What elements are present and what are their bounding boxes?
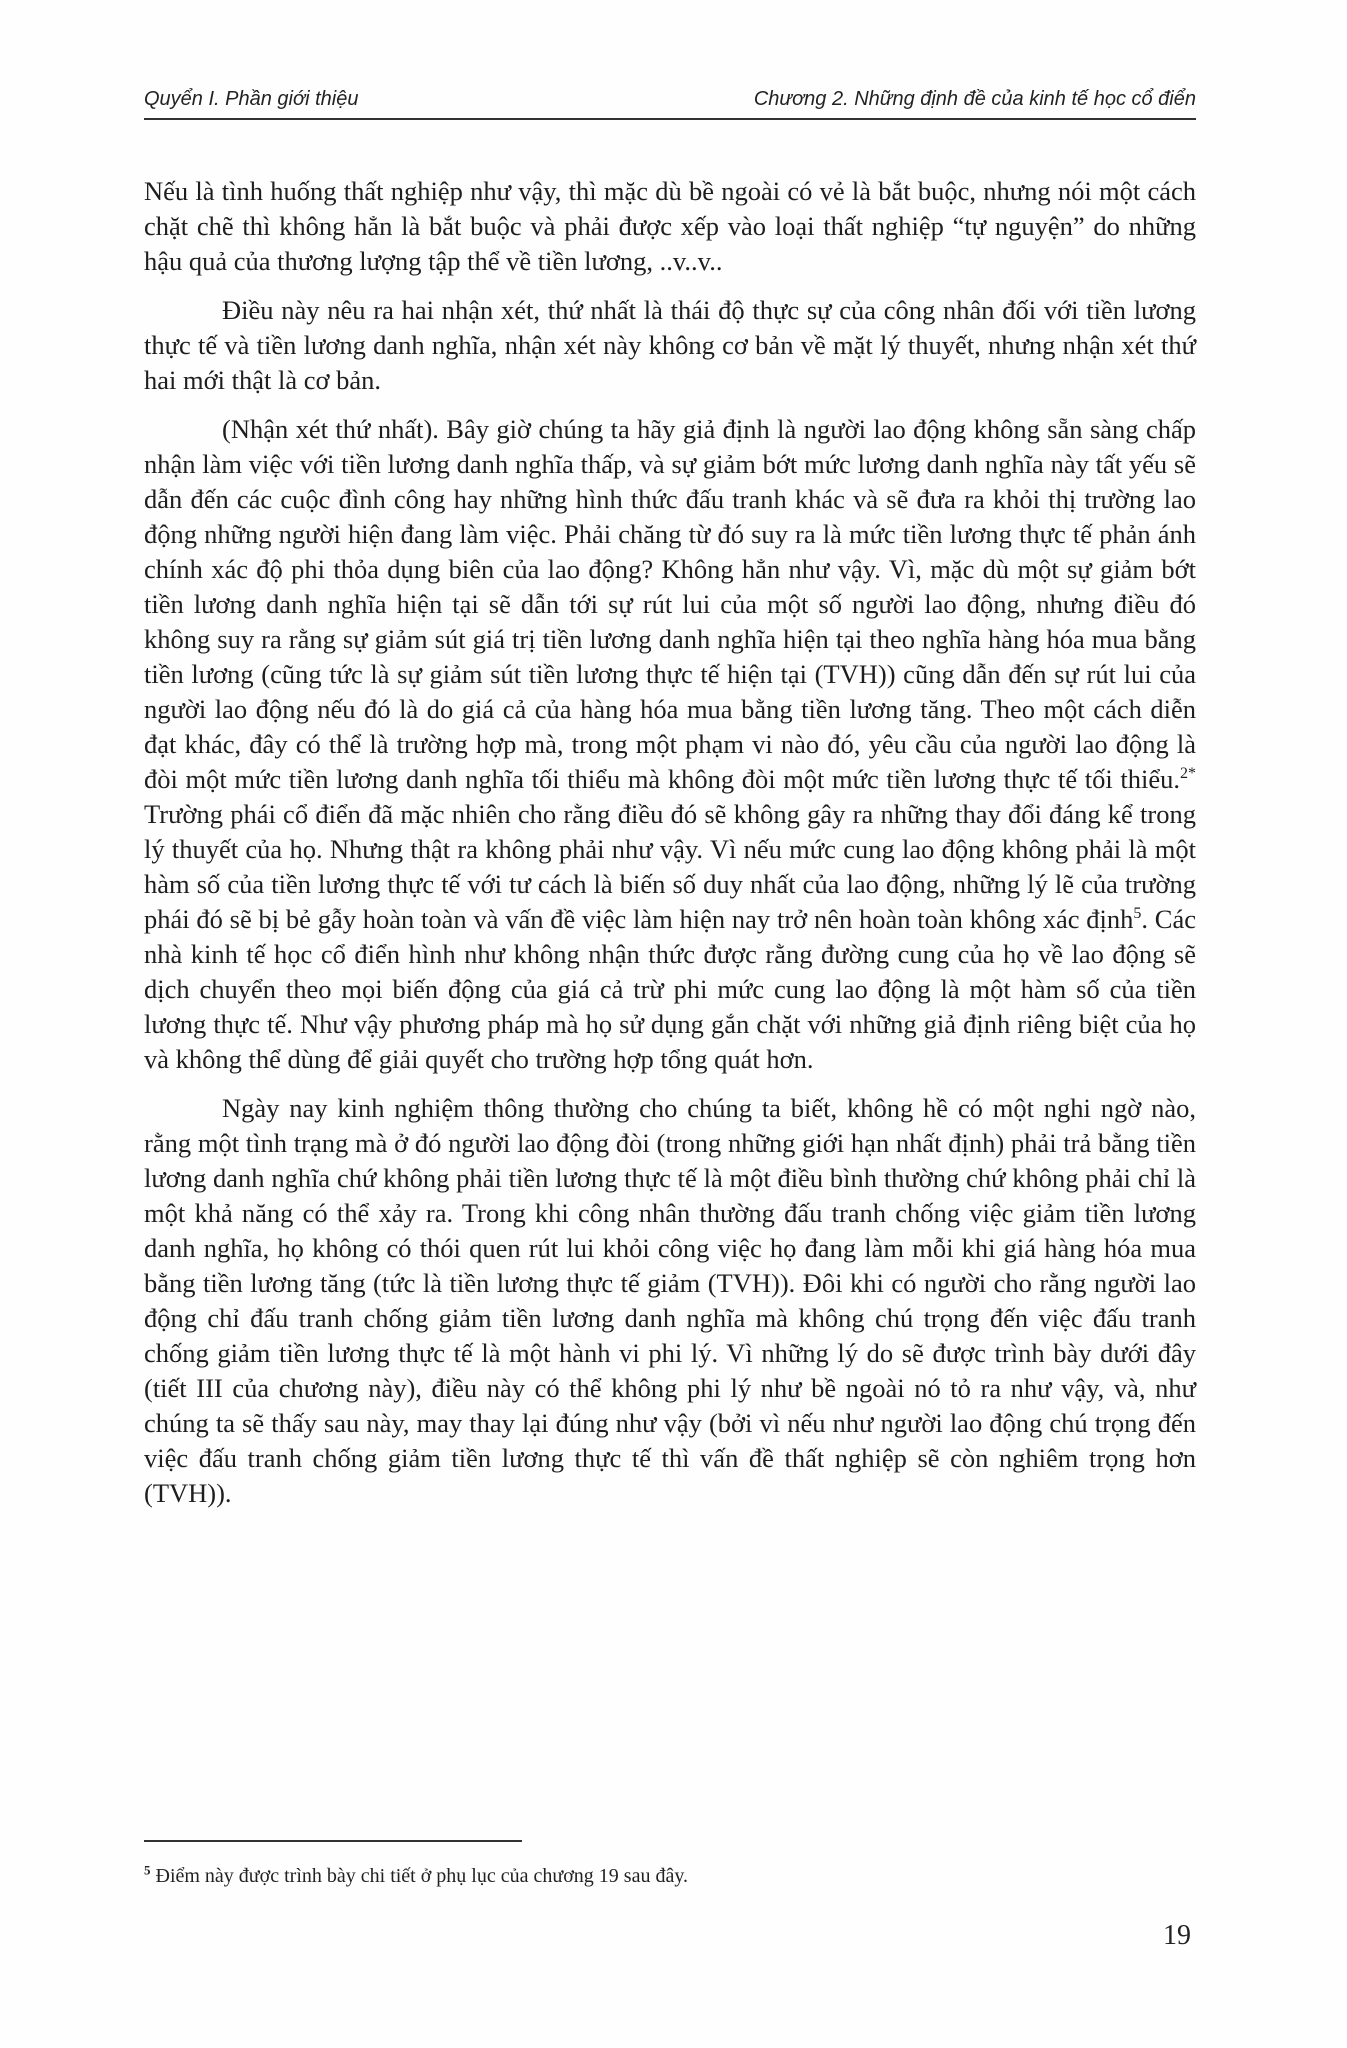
footnote-ref-5: 5 <box>1133 905 1142 923</box>
paragraph-2: Điều này nêu ra hai nhận xét, thứ nhất là thái độ thực sự của công nhân đối với tiền lương thực tế và tiền lương danh nghĩa, nhận xét này không cơ bản về mặt lý thuyết, nhưng nhận xét thứ hai mới thật là cơ bản. <box>144 295 1196 395</box>
footnote-divider <box>144 1840 522 1842</box>
header-chapter-title: Chương 2. Những định đề của kinh tế học cổ điển <box>753 88 1196 110</box>
footnote-ref-2: 2* <box>1180 765 1196 783</box>
header-divider <box>144 118 1196 120</box>
footnote-text: Điểm này được trình bày chi tiết ở phụ lục của chương 19 sau đây. <box>150 1865 689 1887</box>
header-part-title: Quyển I. Phần giới thiệu <box>144 88 359 110</box>
paragraph-3-part-2: Trường phái cổ điển đã mặc nhiên cho rằng điều đó sẽ không gây ra những thay đổi đáng kể trong lý thuyết của họ. Nhưng thật ra không phải như vậy. Vì nếu mức cung lao động không phải là một hàm số của tiền lương thực tế với tư cách là biến số duy nhất của lao động, những lý lẽ của trường phái đó sẽ bị bẻ gẫy hoàn toàn và vấn đề việc làm hiện nay trở nên hoàn toàn không xác định <box>144 799 1196 934</box>
page-number: 19 <box>1163 1920 1191 1951</box>
paragraph-4: Ngày nay kinh nghiệm thông thường cho chúng ta biết, không hề có một nghi ngờ nào, rằng một tình trạng mà ở đó người lao động đòi (trong những giới hạn nhất định) phải trả bằng tiền lương danh nghĩa chứ không phải tiền lương thực tế là một điều bình thường chứ không phải chỉ là một khả năng có thể xảy ra. Trong khi công nhân thường đấu tranh chống việc giảm tiền lương danh nghĩa, họ không có thói quen rút lui khỏi công việc họ đang làm mỗi khi giá hàng hóa mua bằng tiền lương tăng (tức là tiền lương thực tế giảm (TVH)). Đôi khi có người cho rằng người lao động chỉ đấu tranh chống giảm tiền lương danh nghĩa mà không chú trọng đến việc đấu tranh chống giảm tiền lương thực tế là một hành vi phi lý. Vì những lý do sẽ được trình bày dưới đây (tiết III của chương này), điều này có thể không phi lý như bề ngoài nó tỏ ra như vậy, và, như chúng ta sẽ thấy sau này, may thay lại đúng như vậy (bởi vì nếu như người lao động chú trọng đến việc đấu tranh chống giảm tiền lương thực tế thì vấn đề thất nghiệp sẽ còn nghiêm trọng hơn (TVH)). <box>144 1093 1196 1508</box>
paragraph-3-part-3: . Các nhà kinh tế học cổ điển hình như không nhận thức được rằng đường cung của họ về lao động sẽ dịch chuyển theo mọi biến động của giá cả trừ phi mức cung lao động là một hàm số của tiền lương thực tế. Như vậy phương pháp mà họ sử dụng gắn chặt với những giả định riêng biệt của họ và không thể dùng để giải quyết cho trường hợp tổng quát hơn. <box>144 904 1196 1074</box>
body-text <box>144 174 1196 1525</box>
paragraph-3-part-1: (Nhận xét thứ nhất). Bây giờ chúng ta hãy giả định là người lao động không sẵn sàng chấp nhận làm việc với tiền lương danh nghĩa thấp, và sự giảm bớt mức lương danh nghĩa này tất yếu sẽ dẫn đến các cuộc đình công hay những hình thức đấu tranh khác và sẽ đưa ra khỏi thị trường lao động những người hiện đang làm việc. Phải chăng từ đó suy ra là mức tiền lương thực tế phản ánh chính xác độ phi thỏa dụng biên của lao động? Không hẳn như vậy. Vì, mặc dù một sự giảm bớt tiền lương danh nghĩa hiện tại sẽ dẫn tới sự rút lui của một số người lao động, nhưng điều đó không suy ra rằng sự giảm sút giá trị tiền lương danh nghĩa hiện tại theo nghĩa hàng hóa mua bằng tiền lương (cũng tức là sự giảm sút tiền lương thực tế hiện tại (TVH)) cũng dẫn đến sự rút lui của người lao động nếu đó là do giá cả của hàng hóa mua bằng tiền lương tăng. Theo một cách diễn đạt khác, đây có thể là trường hợp mà, trong một phạm vi nào đó, yêu cầu của người lao động là đòi một mức tiền lương danh nghĩa tối thiểu mà không đòi một mức tiền lương thực tế tối thiểu. <box>144 414 1196 794</box>
footnote-marker: 5 <box>144 1862 151 1878</box>
running-header <box>144 84 1196 116</box>
paragraph-3 <box>144 412 1196 1077</box>
footnote <box>144 1862 1196 1890</box>
paragraph-1: Nếu là tình huống thất nghiệp như vậy, thì mặc dù bề ngoài có vẻ là bắt buộc, nhưng nói một cách chặt chẽ thì không hẳn là bắt buộc và phải được xếp vào loại thất nghiệp “tự nguyện” do những hậu quả của thương lượng tập thể về tiền lương, ..v..v.. <box>144 176 1196 276</box>
